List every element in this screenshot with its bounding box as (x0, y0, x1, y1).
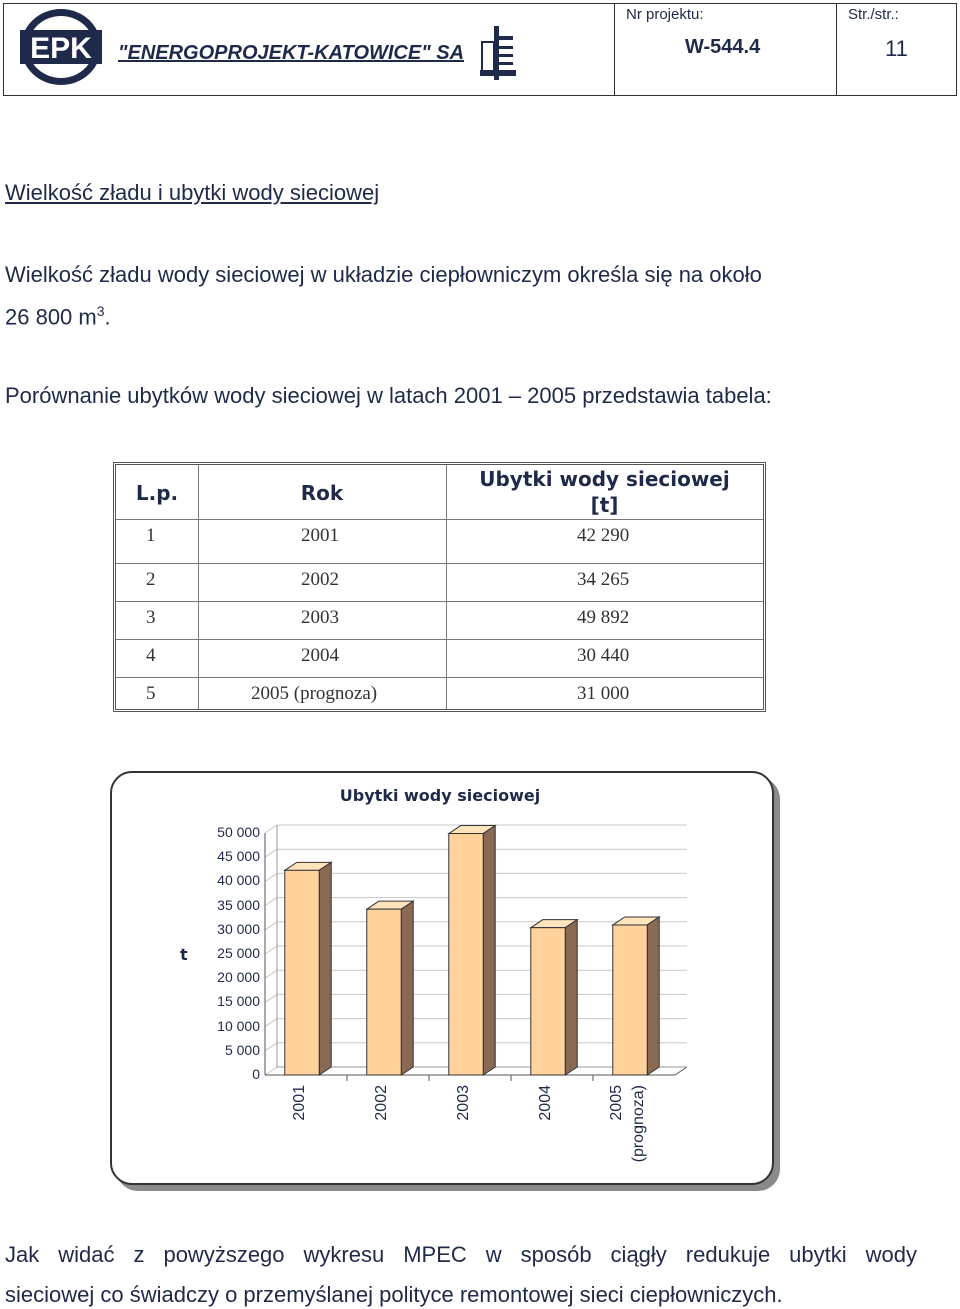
gridline-side (265, 825, 277, 833)
cell-lp: 2 (146, 569, 156, 590)
conclusion-line: sieciowej co świadczy o przemyślanej polityce remontowej sieci ciepłowniczych. (5, 1282, 783, 1307)
y-tick-label: 0 (252, 1066, 260, 1082)
bar-side (647, 917, 659, 1075)
bar-side (483, 826, 495, 1075)
y-tick-label: 45 000 (217, 848, 260, 865)
cell-losses: 30 440 (577, 645, 630, 666)
project-label: Nr projektu: (626, 6, 704, 23)
x-tick-label: 2001 (291, 1085, 308, 1121)
paragraph-line: Wielkość zładu wody sieciowej w układzie ciepłowniczym określa się na około (5, 262, 762, 287)
cell-losses: 42 290 (577, 525, 630, 546)
epk-logo (20, 8, 102, 86)
gridline-side (265, 994, 277, 1002)
cell-year: 2001 (301, 525, 339, 546)
project-number: W-544.4 (685, 36, 761, 58)
table-row (116, 601, 763, 640)
page-number: 11 (885, 36, 908, 61)
x-tick-label: 2005 (608, 1085, 625, 1121)
table-row (116, 639, 763, 678)
cell-year: 2004 (301, 645, 339, 666)
gridline-side (265, 946, 277, 954)
volume-unit-exponent: 3 (96, 303, 105, 319)
cell-losses: 31 000 (577, 683, 630, 704)
bar-side (565, 920, 577, 1075)
bar (285, 870, 319, 1075)
gridline-side (265, 1019, 277, 1027)
gridline-side (265, 898, 277, 906)
y-tick-label: 50 000 (217, 824, 260, 840)
y-tick-label: 25 000 (217, 945, 260, 961)
bar (531, 928, 565, 1075)
chart-title: Ubytki wody sieciowej (339, 786, 541, 805)
x-tick-label: 2002 (373, 1085, 390, 1121)
col-header-rok: Rok (300, 481, 344, 505)
gridline-side (265, 922, 277, 930)
company-name: "ENERGOPROJEKT-KATOWICE" SA (118, 42, 465, 64)
conclusion-line: Jak widać z powyższego wykresu MPEC w sposób ciągły redukuje ubytki wody (5, 1242, 917, 1267)
bar-chart (255, 820, 695, 1180)
cell-year: 2002 (301, 569, 339, 590)
x-tick-label: 2004 (537, 1085, 554, 1121)
cell-losses: 49 892 (577, 607, 630, 628)
gridline-side (265, 1043, 277, 1051)
y-axis-label: t (180, 945, 188, 964)
cell-lp: 4 (146, 645, 156, 666)
paragraph-line (5, 303, 111, 330)
cell-lp: 3 (146, 607, 156, 628)
bar (449, 834, 483, 1075)
gridline-side (265, 970, 277, 978)
cell-lp: 5 (146, 683, 156, 704)
logo-text: EPK (30, 32, 92, 65)
cell-losses: 34 265 (577, 569, 630, 590)
section-title: Wielkość zładu i ubytki wody sieciowej (5, 180, 380, 205)
volume-value: 26 800 m (5, 304, 97, 330)
bar (367, 909, 401, 1075)
certification-mark-icon (478, 26, 518, 80)
sentence-end: . (104, 304, 111, 330)
table-row (116, 519, 763, 564)
header-divider (614, 4, 615, 95)
x-axis-depth (675, 1067, 687, 1075)
bar-side (319, 862, 331, 1075)
col-header-lp: L.p. (135, 481, 179, 505)
y-tick-label: 40 000 (217, 872, 260, 889)
bar (613, 925, 647, 1075)
x-tick-label: (prognoza) (630, 1085, 647, 1163)
bar-side (401, 901, 413, 1075)
y-tick-label: 15 000 (217, 993, 260, 1010)
header-divider (836, 4, 837, 95)
y-tick-label: 20 000 (217, 969, 260, 986)
col-header-unit: [t] (590, 493, 619, 517)
page-label: Str./str.: (848, 6, 899, 23)
y-tick-label: 30 000 (217, 920, 260, 937)
y-tick-label: 10 000 (217, 1017, 260, 1034)
table-intro: Porównanie ubytków wody sieciowej w latach 2001 – 2005 przedstawia tabela: (5, 383, 772, 408)
table-row (116, 563, 763, 602)
losses-table (113, 462, 766, 712)
x-tick-label: 2003 (455, 1085, 472, 1121)
gridline-side (265, 873, 277, 881)
cell-year: 2005 (prognoza) (251, 683, 378, 704)
cell-year: 2003 (301, 607, 339, 628)
cell-lp: 1 (146, 525, 156, 546)
y-tick-label: 35 000 (217, 896, 260, 913)
gridline-side (265, 849, 277, 857)
gridline-side (265, 1067, 277, 1075)
y-tick-label: 5 000 (224, 1041, 260, 1058)
col-header-losses: Ubytki wody sieciowej (479, 467, 730, 491)
